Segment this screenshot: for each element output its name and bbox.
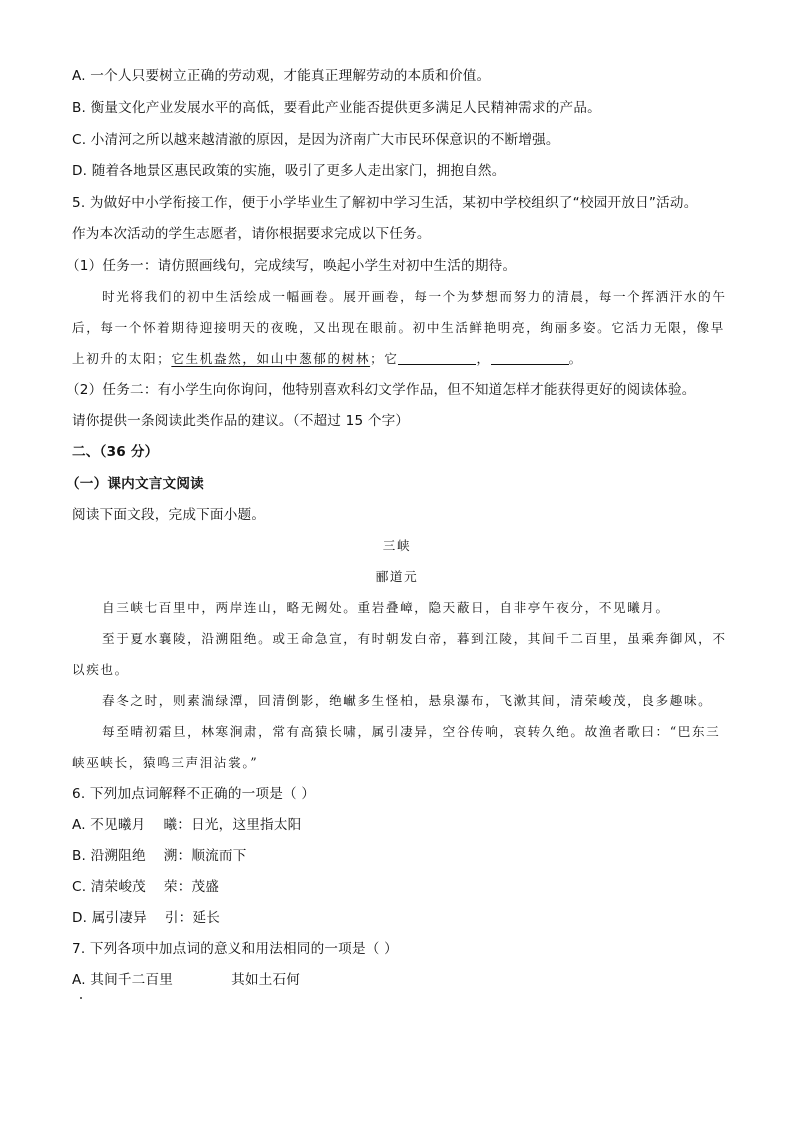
option-definition: 曦：日光，这里指太阳 [163, 817, 302, 833]
q4-option-a[interactable]: A. 一个人只要树立正确的劳动观，才能真正理解劳动的本质和价值。 [72, 68, 491, 84]
option-definition: 荣：茂盛 [163, 879, 220, 895]
option-right: 其如土石何 [231, 972, 301, 988]
q5-task2-line2: 请你提供一条阅读此类作品的建议。（不超过 15 个字） [72, 413, 410, 429]
underlined-model-sentence: 它生机盎然，如山中葱郁的树林 [171, 351, 371, 366]
q4-option-c[interactable]: C. 小清河之所以越来越清澈的原因，是因为济南广大市民环保意识的不断增强。 [72, 132, 560, 148]
passage-paragraph-2-line1: 至于夏水襄陵，沿溯阻绝。或王命急宣，有时朝发白帝，暮到江陵，其间千二百里，虽乘奔御风，不 [102, 631, 727, 646]
q7-option-a[interactable] [72, 970, 300, 990]
task1-passage-line2: 后，每一个怀着期待迎接明天的夜晚，又出现在眼前。初中生活鲜艳明亮，绚丽多姿。它活力无限，像早 [72, 320, 725, 335]
option-term: B. 沿溯阻绝 [72, 848, 146, 864]
answer-blank-1[interactable] [398, 350, 476, 365]
q5-stem-line2: 作为本次活动的学生志愿者，请你根据要求完成以下任务。 [72, 226, 431, 242]
option-term: C. 清荣峻茂 [72, 879, 146, 895]
passage-paragraph-2-line2: 以疾也。 [72, 662, 129, 677]
passage-author: 郦道元 [375, 569, 419, 584]
option-definition: 溯：顺流而下 [163, 848, 247, 864]
section-heading: 二、（36 分） [72, 444, 159, 460]
passage-paragraph-3: 春冬之时，则素湍绿潭，回清倒影，绝𪩘多生怪柏，悬泉瀑布，飞漱其间，清荣峻茂，良多趣味。 [102, 693, 713, 708]
q7-stem: 7. 下列各项中加点词的意义和用法相同的一项是（ ） [72, 941, 398, 957]
reading-instruction: 阅读下面文段，完成下面小题。 [72, 507, 266, 523]
q6-stem: 6. 下列加点词解释不正确的一项是（ ） [72, 786, 316, 802]
task1-passage-line3 [72, 349, 583, 369]
q5-stem-line1: 5. 为做好中小学衔接工作，便于小学毕业生了解初中学习生活，某初中学校组织了“校园开放日”活动。 [72, 195, 698, 211]
passage-paragraph-4-line2: 峡巫峡长，猿鸣三声泪沾裳。” [72, 755, 259, 770]
q6-option-a[interactable] [72, 815, 301, 835]
passage-text: ；它 [370, 351, 399, 366]
answer-blank-2[interactable] [491, 350, 569, 365]
option-left: A. 其间千二百里 [72, 972, 174, 988]
passage-paragraph-4-line1: 每至晴初霜旦，林寒涧肃，常有高猿长啸，属引凄异，空谷传响，哀转久绝。故渔者歌曰：“巴东三 [102, 724, 721, 739]
q6-option-d[interactable] [72, 908, 220, 928]
passage-title: 三峡 [382, 538, 412, 553]
q4-option-d[interactable]: D. 随着各地景区惠民政策的实施，吸引了更多人走出家门，拥抱自然。 [72, 163, 506, 179]
passage-comma: ， [476, 351, 491, 366]
q6-option-c[interactable] [72, 877, 219, 897]
passage-period: 。 [568, 351, 583, 366]
page-speck [80, 997, 82, 999]
task1-passage-line1: 时光将我们的初中生活绘成一幅画卷。展开画卷，每一个为梦想而努力的清晨，每一个挥洒汗水的午 [102, 289, 727, 304]
q5-task1: （1）任务一：请仿照画线句，完成续写，唤起小学生对初中生活的期待。 [66, 258, 517, 274]
subsection-heading: （一）课内文言文阅读 [66, 476, 204, 492]
option-definition: 引：延长 [164, 910, 221, 926]
option-term: A. 不见曦月 [72, 817, 146, 833]
passage-text: 上初升的太阳； [72, 351, 172, 366]
q6-option-b[interactable] [72, 846, 247, 866]
q5-task2-line1: （2）任务二：有小学生向你询问，他特别喜欢科幻文学作品，但不知道怎样才能获得更好的阅读体验。 [66, 382, 696, 398]
passage-paragraph-1: 自三峡七百里中，两岸连山，略无阙处。重岩叠嶂，隐天蔽日，自非亭午夜分，不见曦月。 [102, 600, 670, 615]
option-term: D. 属引凄异 [72, 910, 147, 926]
q4-option-b[interactable]: B. 衡量文化产业发展水平的高低，要看此产业能否提供更多满足人民精神需求的产品。 [72, 100, 601, 116]
